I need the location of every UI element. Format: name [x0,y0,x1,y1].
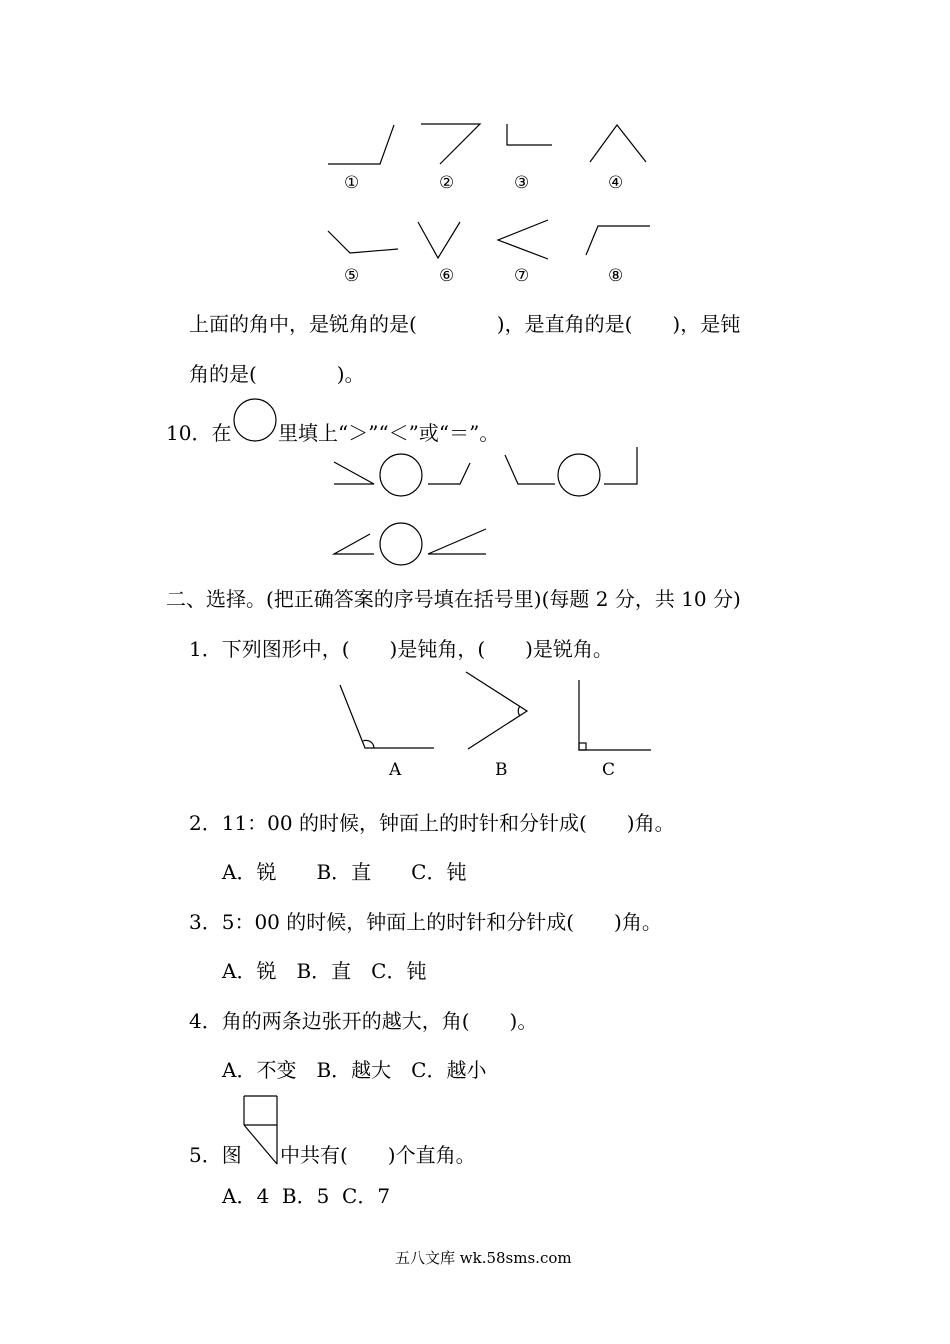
angle-label-6: ⑥ [439,266,455,286]
question-4: 4．角的两条边张开的越大，角( )。 [189,1009,538,1033]
comparison-circle-1[interactable] [380,454,422,496]
q10-number: 10．在 [166,421,232,445]
compare-angle-2a [505,455,555,484]
question-4-options: A．不变 B．越大 C．越小 [222,1058,487,1082]
angle-3 [507,124,552,145]
angle-label-2: ② [439,173,455,193]
figure-c-right-angle-mark [579,743,586,750]
compare-angle-2b [604,447,637,484]
q10-instruction: 里填上“＞”“＜”或“＝”。 [278,421,500,445]
figure-label-a: A [389,760,402,780]
question-5-end: 中共有( )个直角。 [280,1143,476,1167]
angle-label-1: ① [344,173,360,193]
compare-angle-3b [428,529,486,554]
comparison-circle-3[interactable] [380,523,422,565]
angle-6 [418,222,460,258]
angle-label-4: ④ [608,173,624,193]
q9-line-2: 角的是( )。 [189,362,365,386]
figure-a-obtuse-angle [340,685,434,748]
angle-4 [590,125,646,162]
comparison-circle-icon [234,399,276,441]
question-3: 3．5：00 的时候，钟面上的时针和分针成( )角。 [189,910,662,934]
question-3-options: A．锐 B．直 C．钝 [222,959,427,983]
figure-c-right-angle [579,680,651,750]
angle-label-7: ⑦ [514,266,530,286]
angle-label-8: ⑧ [608,266,624,286]
angle-label-5: ⑤ [344,266,360,286]
figure-label-b: B [495,760,508,780]
figure-b-arc [518,706,520,716]
section-2-heading: 二、选择。(把正确答案的序号填在括号里)(每题 2 分，共 10 分) [166,587,741,611]
angle-2 [421,124,480,164]
figure-label-c: C [602,760,616,780]
footer-watermark: 五八文库 wk.58sms.com [395,1249,572,1267]
angle-8 [586,226,650,255]
question-1: 1．下列图形中，( )是钝角，( )是锐角。 [189,637,613,661]
angle-5 [328,231,398,253]
question-2-options: A．锐 B．直 C．钝 [222,860,467,884]
q9-line-1: 上面的角中，是锐角的是( )，是直角的是( )，是钝 [189,312,741,336]
compare-angle-1a [334,462,374,484]
question-5-start: 5．图 [189,1143,242,1167]
angle-1 [328,125,394,164]
compare-angle-3a [334,534,374,554]
compare-angle-1b [428,463,470,484]
angle-label-3: ③ [514,173,530,193]
angle-7 [498,220,548,259]
q5-figure-diagonal [244,1125,277,1164]
comparison-circle-2[interactable] [558,454,600,496]
question-5-options: A．4 B．5 C．7 [222,1184,391,1208]
question-2: 2．11：00 的时候，钟面上的时针和分针成( )角。 [189,811,675,835]
